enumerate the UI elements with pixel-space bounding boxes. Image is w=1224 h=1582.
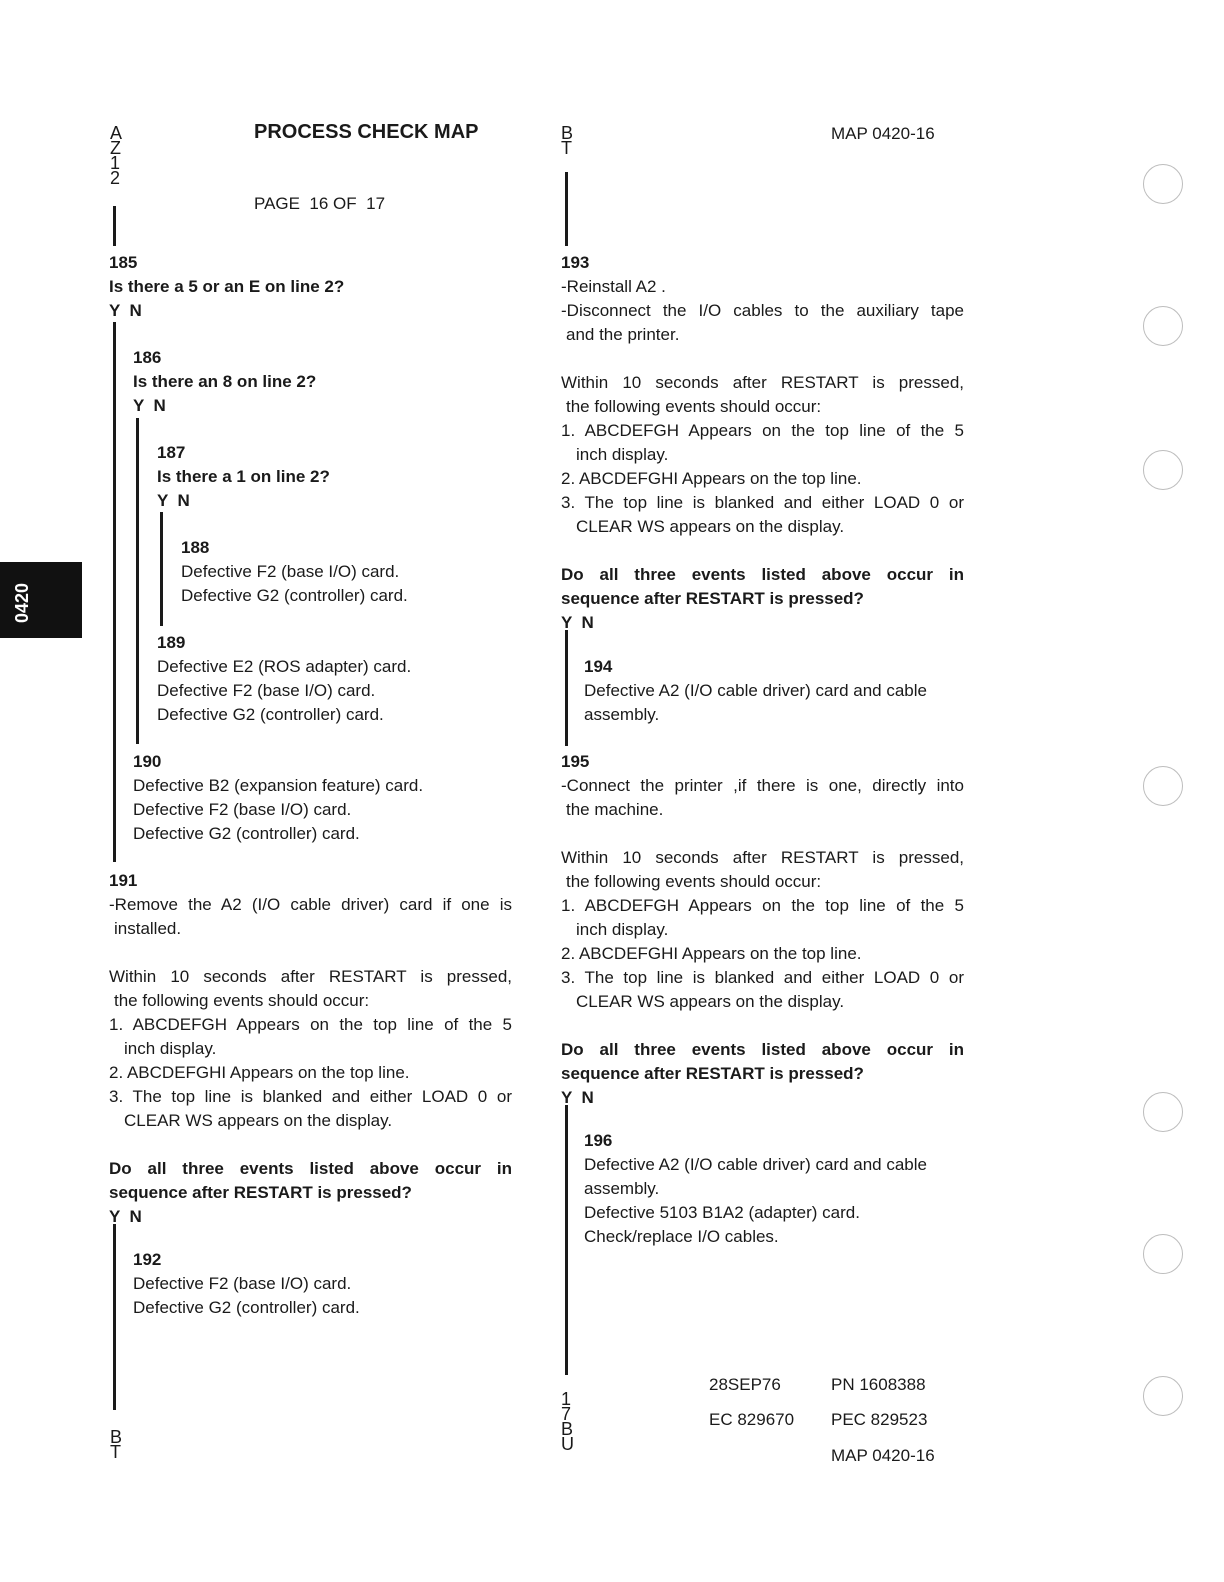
event-item: CLEAR WS appears on the display. (124, 1111, 393, 1130)
instruction-text: Within 10 seconds after RESTART is pressed, (109, 967, 512, 986)
step-action: assembly. (584, 1179, 660, 1198)
connector-char: 7 (561, 1404, 572, 1424)
yes-no-branch: Y N (157, 491, 190, 510)
yes-no-branch: Y N (561, 613, 594, 632)
connector-top-right (561, 123, 575, 158)
event-item: 3. The top line is blanked and either LOAD 0 or (109, 1087, 512, 1106)
page-number: PAGE 16 OF 17 (254, 194, 386, 213)
yes-no-branch: Y N (133, 396, 166, 415)
step-action: Defective G2 (controller) card. (181, 586, 408, 605)
event-item: 3. The top line is blanked and either LOAD 0 or (561, 493, 964, 512)
flow-line (113, 1224, 116, 1410)
event-item: 3. The top line is blanked and either LOAD 0 or (561, 968, 964, 987)
flow-line (113, 206, 116, 246)
binder-hole-icon (1143, 164, 1183, 204)
spacer (561, 822, 964, 846)
event-item: CLEAR WS appears on the display. (576, 517, 845, 536)
step-question: Is there a 1 on line 2? (157, 467, 330, 486)
connector-top-left (110, 123, 124, 188)
spacer (109, 941, 512, 965)
page-title: PROCESS CHECK MAP (254, 121, 479, 143)
event-item: 1. ABCDEFGH Appears on the top line of the 5 (561, 421, 964, 440)
connector-char: A (110, 123, 123, 143)
instruction-text: the following events should occur: (114, 991, 370, 1010)
step-number: 188 (181, 538, 210, 557)
instruction-text: the following events should occur: (566, 872, 822, 891)
event-item: 2. ABCDEFGHI Appears on the top line. (109, 1063, 410, 1082)
footer-ec-number: EC 829670 (709, 1410, 795, 1429)
step-action: -Disconnect the I/O cables to the auxiliary tape (561, 301, 964, 320)
event-item: inch display. (124, 1039, 217, 1058)
spacer (109, 1133, 512, 1157)
connector-char: Z (110, 138, 121, 158)
connector-char: U (561, 1434, 574, 1454)
flow-line (565, 172, 568, 246)
step-number: 190 (133, 752, 162, 771)
step-action: -Connect the printer ,if there is one, directly into (561, 776, 964, 795)
step-action: Defective G2 (controller) card. (133, 824, 360, 843)
footer-part-number: PN 1608388 (831, 1375, 926, 1394)
step-191-body (109, 893, 512, 1229)
yes-no-branch: Y N (561, 1088, 594, 1107)
flow-line (113, 322, 116, 862)
step-action: -Remove the A2 (I/O cable driver) card if one is (109, 895, 512, 914)
step-action: Defective G2 (controller) card. (157, 705, 384, 724)
connector-char: B (561, 123, 574, 143)
step-action: installed. (114, 919, 182, 938)
footer-pec-number: PEC 829523 (831, 1410, 928, 1429)
connector-char: T (110, 1442, 121, 1462)
step-action: -Reinstall A2 . (561, 277, 666, 296)
binder-hole-icon (1143, 766, 1183, 806)
step-action: Check/replace I/O cables. (584, 1227, 779, 1246)
yes-no-branch: Y N (109, 1207, 142, 1226)
step-question: sequence after RESTART is pressed? (561, 1064, 864, 1083)
step-action: Defective F2 (base I/O) card. (157, 681, 376, 700)
step-number: 186 (133, 348, 162, 367)
connector-char: 1 (561, 1389, 572, 1409)
step-question: Is there a 5 or an E on line 2? (109, 277, 345, 296)
step-question: Do all three events listed above occur in (561, 565, 964, 584)
connector-char: 2 (110, 168, 121, 188)
binder-hole-icon (1143, 1092, 1183, 1132)
step-action: Defective F2 (base I/O) card. (133, 1274, 352, 1293)
step-number: 185 (109, 253, 138, 272)
instruction-text: Within 10 seconds after RESTART is pressed, (561, 848, 964, 867)
step-action: Defective G2 (controller) card. (133, 1298, 360, 1317)
step-action: Defective B2 (expansion feature) card. (133, 776, 424, 795)
step-question: sequence after RESTART is pressed? (561, 589, 864, 608)
step-number: 189 (157, 633, 186, 652)
step-number: 191 (109, 871, 138, 890)
step-question: sequence after RESTART is pressed? (109, 1183, 412, 1202)
step-action: Defective E2 (ROS adapter) card. (157, 657, 412, 676)
binder-hole-icon (1143, 1234, 1183, 1274)
yes-no-branch: Y N (109, 301, 142, 320)
event-item: 2. ABCDEFGHI Appears on the top line. (561, 944, 862, 963)
instruction-text: the following events should occur: (566, 397, 822, 416)
footer-map-id: MAP 0420-16 (831, 1446, 935, 1465)
step-number: 196 (584, 1131, 613, 1150)
step-question: Do all three events listed above occur in (109, 1159, 512, 1178)
step-action: Defective F2 (base I/O) card. (181, 562, 400, 581)
footer-date: 28SEP76 (709, 1375, 781, 1394)
step-number: 192 (133, 1250, 162, 1269)
step-action: Defective 5103 B1A2 (adapter) card. (584, 1203, 860, 1222)
connector-char: B (110, 1427, 123, 1447)
step-action: and the printer. (566, 325, 680, 344)
step-195-body (561, 774, 964, 1110)
step-action: Defective F2 (base I/O) card. (133, 800, 352, 819)
flow-line (136, 418, 139, 744)
spacer (561, 347, 964, 371)
step-number: 193 (561, 253, 590, 272)
event-item: 1. ABCDEFGH Appears on the top line of the 5 (109, 1015, 512, 1034)
step-question: Is there an 8 on line 2? (133, 372, 317, 391)
step-number: 195 (561, 752, 590, 771)
step-193-body (561, 275, 964, 635)
connector-char: B (561, 1419, 574, 1439)
event-item: inch display. (576, 920, 669, 939)
flow-line (565, 630, 568, 746)
step-action: Defective A2 (I/O cable driver) card and cable (584, 1155, 927, 1174)
event-item: CLEAR WS appears on the display. (576, 992, 845, 1011)
connector-char: 1 (110, 153, 121, 173)
event-item: 2. ABCDEFGHI Appears on the top line. (561, 469, 862, 488)
connector-char: T (561, 138, 572, 158)
connector-bottom-right (561, 1389, 575, 1454)
step-question: Do all three events listed above occur in (561, 1040, 964, 1059)
section-tab-label: 0420 (12, 582, 32, 624)
spacer (561, 1014, 964, 1038)
step-action: assembly. (584, 705, 660, 724)
binder-hole-icon (1143, 306, 1183, 346)
event-item: inch display. (576, 445, 669, 464)
spacer (561, 539, 964, 563)
step-action: the machine. (566, 800, 664, 819)
binder-hole-icon (1143, 1376, 1183, 1416)
step-action: Defective A2 (I/O cable driver) card and cable (584, 681, 927, 700)
connector-bottom-left (110, 1427, 124, 1462)
event-item: 1. ABCDEFGH Appears on the top line of the 5 (561, 896, 964, 915)
map-id-header: MAP 0420-16 (831, 124, 935, 143)
flow-line (160, 512, 163, 626)
binder-hole-icon (1143, 450, 1183, 490)
instruction-text: Within 10 seconds after RESTART is pressed, (561, 373, 964, 392)
step-number: 194 (584, 657, 613, 676)
step-number: 187 (157, 443, 186, 462)
flow-line (565, 1105, 568, 1375)
